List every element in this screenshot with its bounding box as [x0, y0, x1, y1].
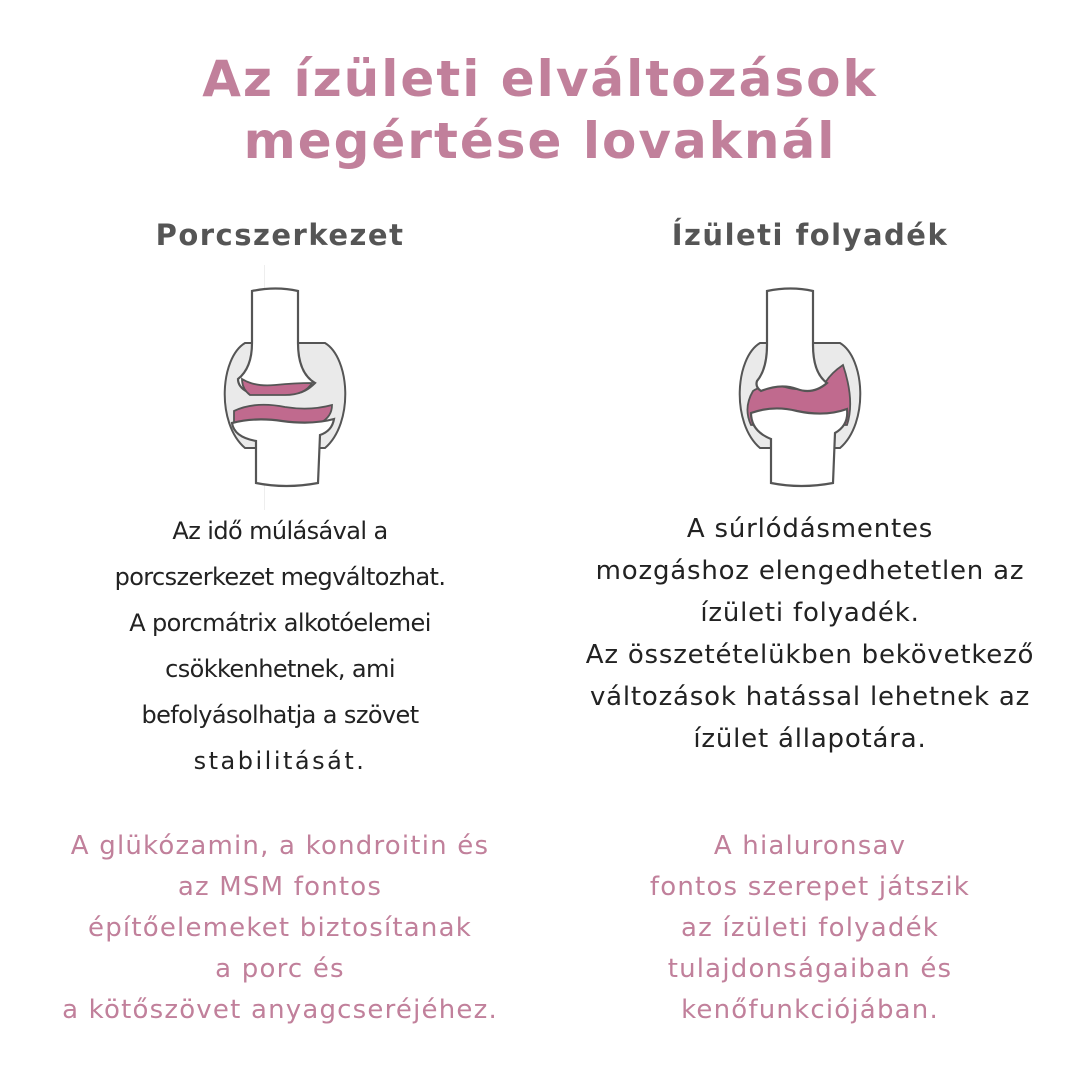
body-line: befolyásolhatja a szövet: [141, 701, 419, 729]
fluid-heading: Ízületi folyadék: [671, 218, 949, 252]
note-line: A glükózamin, a kondroitin és: [70, 831, 490, 861]
fluid-description: [540, 508, 1080, 760]
note-line: a porc és: [215, 954, 345, 984]
joint-fluid-icon: [735, 283, 865, 493]
fluid-column: [540, 0, 1080, 1080]
title-line-2: megértése lovaknál: [243, 112, 837, 170]
body-line: csökkenhetnek, ami: [165, 655, 395, 683]
body-line: ízület állapotára.: [693, 724, 927, 754]
body-line: A súrlódásmentes: [686, 514, 934, 544]
lower-bone: [232, 419, 334, 486]
body-line: Az idő múlásával a: [172, 517, 388, 545]
joint-cartilage-icon: [220, 283, 350, 493]
fluid-note: [540, 826, 1080, 1031]
body-line: porcszerkezet megváltozhat.: [114, 563, 446, 591]
note-line: fontos szerepet játszik: [649, 872, 971, 902]
note-line: tulajdonságaiban és: [667, 954, 953, 984]
note-line: kenőfunkciójában.: [681, 995, 939, 1025]
note-line: az MSM fontos: [177, 872, 383, 902]
body-line: mozgáshoz elengedhetetlen az: [595, 556, 1025, 586]
note-line: az ízületi folyadék: [680, 913, 940, 943]
body-line: A porcmátrix alkotóelemei: [129, 609, 431, 637]
body-line: stabilitását.: [193, 747, 367, 775]
upper-bone: [238, 289, 315, 394]
body-line: Az összetételükben bekövetkező: [585, 640, 1035, 670]
cartilage-description: [0, 508, 560, 784]
upper-bone: [757, 289, 828, 392]
cartilage-heading: Porcszerkezet: [155, 218, 405, 252]
note-line: építőelemeket biztosítanak: [88, 913, 472, 943]
cartilage-note: [0, 826, 560, 1031]
body-line: változások hatással lehetnek az: [589, 682, 1031, 712]
title-line-1: Az ízületi elváltozások: [202, 50, 878, 108]
body-line: ízületi folyadék.: [700, 598, 920, 628]
note-line: a kötőszövet anyagcseréjéhez.: [62, 995, 498, 1025]
note-line: A hialuronsav: [713, 831, 907, 861]
